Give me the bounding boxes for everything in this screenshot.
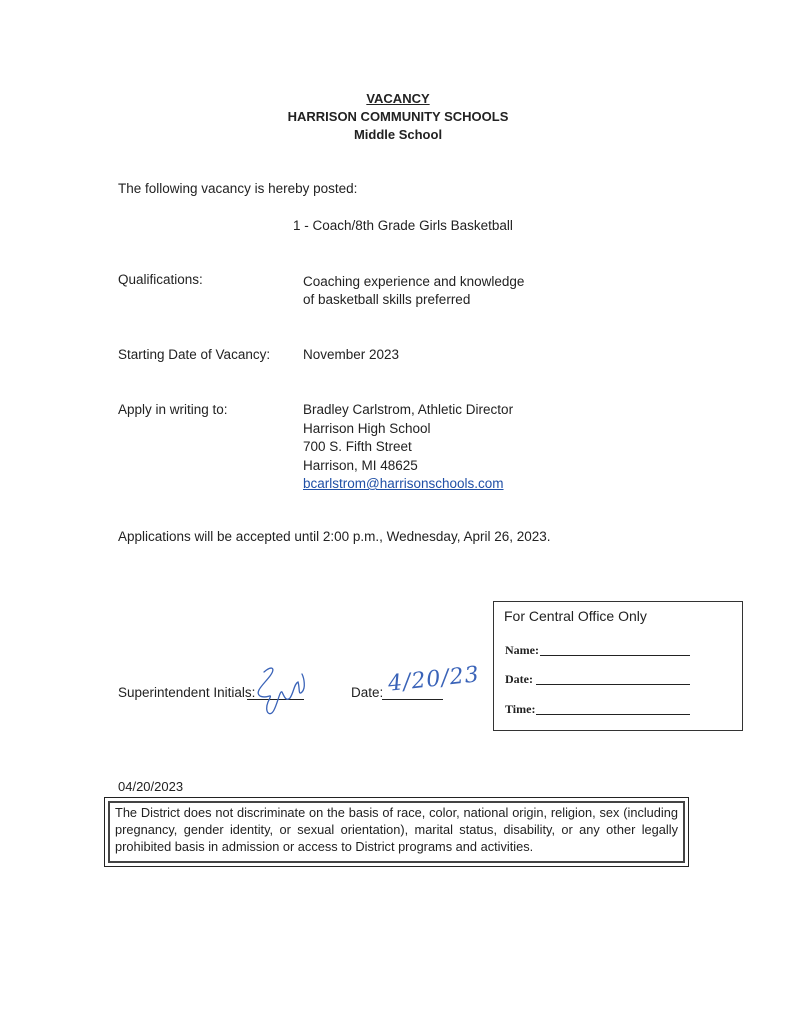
apply-school: Harrison High School (303, 421, 431, 436)
notice-text: The District does not discriminate on the basis of race, color, national origin, religion, sex (including pregnancy, gender identity, or sexual orientation), marital status, disability, or any other legally prohibited basis in admission or access to District programs and activities. (115, 805, 678, 854)
qualifications-label: Qualifications: (118, 272, 203, 287)
school-name: Middle School (353, 127, 443, 142)
start-date-label: Starting Date of Vacancy: (118, 347, 271, 362)
qualifications-line-1: Coaching experience and knowledge (303, 274, 525, 289)
office-name-label: Name: (505, 643, 539, 657)
vacancy-title-text: VACANCY (366, 91, 430, 106)
deadline-text: Applications will be accepted until 2:00 p.m., Wednesday, April 26, 2023. (118, 529, 551, 544)
apply-contact-name: Bradley Carlstrom, Athletic Director (303, 402, 514, 417)
office-date-label: Date: (505, 672, 533, 686)
apply-label: Apply in writing to: (118, 402, 228, 417)
office-name-line (540, 655, 690, 656)
apply-street: 700 S. Fifth Street (303, 439, 412, 454)
intro-text: The following vacancy is hereby posted: (118, 181, 358, 196)
office-time-line (536, 714, 690, 715)
signature-date-value: 4/20/23 (386, 662, 481, 697)
office-date-line (536, 684, 690, 685)
apply-city: Harrison, MI 48625 (303, 458, 418, 473)
posted-date: 04/20/2023 (118, 779, 184, 794)
central-office-box (493, 601, 743, 731)
vacancy-title (0, 90, 786, 107)
superintendent-initials-label: Superintendent Initials: (118, 685, 256, 700)
initials-signature-mark (244, 662, 314, 720)
central-office-title: For Central Office Only (504, 608, 647, 624)
start-date-value: November 2023 (303, 347, 400, 362)
position-title: 1 - Coach/8th Grade Girls Basketball (293, 218, 513, 233)
district-name: HARRISON COMMUNITY SCHOOLS (287, 109, 509, 124)
signature-date-line (382, 699, 443, 700)
office-time-label: Time: (505, 702, 536, 716)
signature-date-label: Date: (351, 685, 384, 700)
qualifications-line-2: of basketball skills preferred (303, 292, 471, 307)
nondiscrimination-notice (104, 797, 689, 867)
apply-email-link[interactable]: bcarlstrom@harrisonschools.com (303, 476, 504, 491)
